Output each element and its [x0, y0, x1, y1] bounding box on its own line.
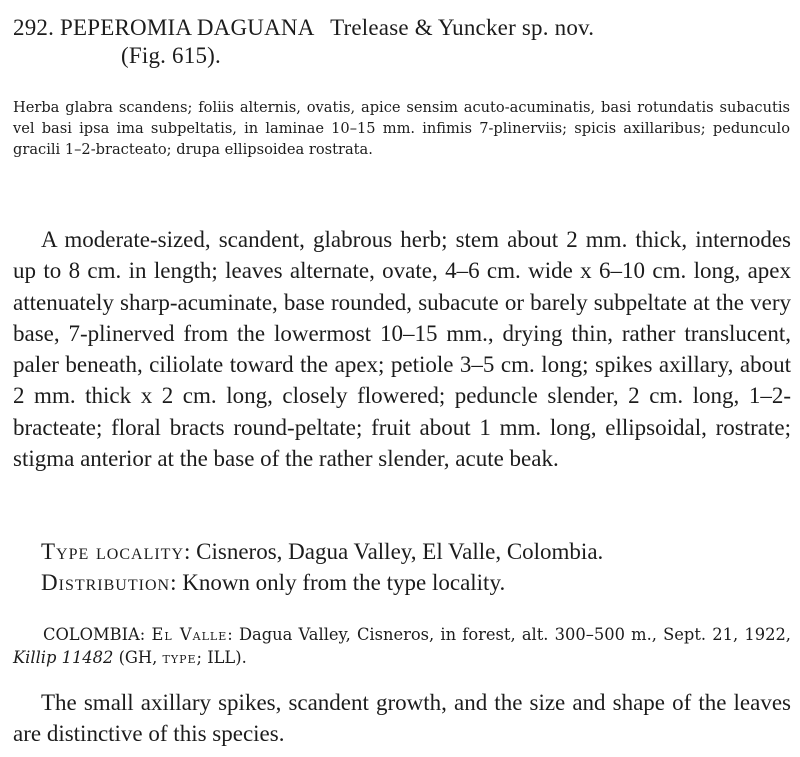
specimen-collector: Killip 11482	[13, 648, 114, 667]
type-locality-value: Cisneros, Dagua Valley, El Valle, Colombia.	[196, 539, 604, 564]
species-authors: Trelease & Yuncker	[330, 15, 516, 40]
specimen-country: COLOMBIA	[43, 625, 140, 644]
species-status: sp. nov.	[521, 15, 595, 40]
latin-diagnosis: Herba glabra scandens; foliis alternis, ovatis, apice sensim acuto-acuminatis, basi rotundatis subacutis vel basi ipsa ima subpeltatis, in laminae 10–15 mm. infimis 7-plinerviis; spicis axillaribus; pedunculo gracili 1–2-bracteato; drupa ellipsoidea rostrata.	[13, 99, 790, 158]
specimen-herbaria-close: ; ILL).	[196, 648, 247, 667]
species-heading	[13, 14, 793, 70]
specimen-type-marker: type	[162, 648, 197, 667]
specimen-locality: Dagua Valley, Cisneros, in forest, alt. 300–500 m., Sept. 21, 1922,	[238, 625, 791, 644]
specimen-herbaria-open: (GH,	[118, 648, 158, 667]
species-name: PEPEROMIA DAGUANA	[60, 15, 315, 40]
distribution-label: Distribution	[41, 570, 171, 595]
distribution	[41, 567, 505, 598]
specimen-department: El Valle	[151, 625, 228, 644]
distribution-colon: :	[170, 570, 183, 595]
figure-reference: (Fig. 615).	[121, 43, 221, 68]
species-number: 292.	[13, 15, 55, 40]
type-locality-label: Type locality	[41, 539, 185, 564]
diagnostic-remark: The small axillary spikes, scandent growth, and the size and shape of the leaves are distinctive of this species.	[13, 690, 791, 746]
type-locality	[41, 536, 603, 567]
english-description: A moderate-sized, scandent, glabrous herb; stem about 2 mm. thick, internodes up to 8 cm. in length; leaves alternate, ovate, 4–6 cm. wide x 6–10 cm. long, apex attenuately sharp-acuminate, base rounded, subacute or barely subpeltate at the very base, 7-plinerved from the lowermost 10–15 mm., drying thin, rather translucent, paler beneath, ciliolate toward the apex; petiole 3–5 cm. long; spikes axillary, about 2 mm. thick x 2 cm. long, closely flowered; peduncle slender, 2 cm. long, 1–2-bracteate; floral bracts round-peltate; fruit about 1 mm. long, ellipsoidal, rostrate; stigma anterior at the base of the rather slender, acute beak.	[13, 227, 791, 472]
specimen-citation: COLOMBIA: El Valle: Dagua Valley, Cisneros, in forest, alt. 300–500 m., Sept. 21, 1922, Killip 11482 (GH, type; ILL).	[13, 625, 791, 667]
distribution-value: Known only from the type locality.	[182, 570, 506, 595]
type-locality-colon: :	[184, 539, 197, 564]
